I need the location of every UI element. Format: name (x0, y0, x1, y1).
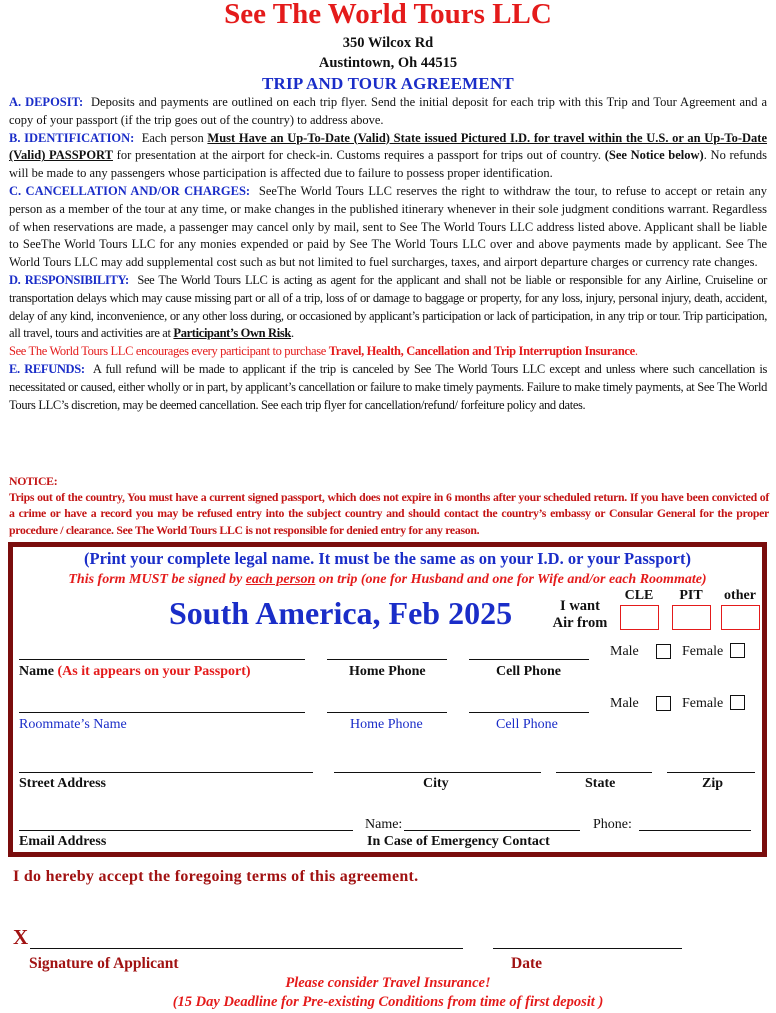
notice-text: Trips out of the country, You must have a current signed passport, which does not expire in 6 months after your scheduled return. If you have been convicted of a crime or have a record you may be refused entry into the subject country and should contact the country’s embassy or Consular General for the proper procedure / clearance. See The World Tours LLC is not responsible for denied entry for any reason. (9, 490, 769, 537)
roommate-name-field[interactable] (19, 712, 305, 713)
sign-note (13, 572, 762, 588)
name-label (19, 664, 251, 680)
deposit-text: Deposits and payments are outlined on each trip flyer. Send the initial deposit for each trip with this Trip and Tour Agreement and a copy of your passport (if the trip goes out of the country) to address above. (9, 95, 768, 127)
registration-form (8, 542, 767, 857)
notice-section (9, 473, 769, 538)
air-from-line-1: I want (560, 598, 600, 614)
responsibility-text: See The World Tours LLC is acting as agent for the applicant and shall not be liable or responsible for any Airline, Cruiseline or transportation delays which may cause missing part or all of a trip, loss of or damage to baggage or property, for any loss, injury, personal injury, death, accident, delay of any kind, inconvenience, or any other loss during, or occasioned by applicant’s participation or lack of participation, in any trip or tour. Trip participation, all travel, tours and activities are at (9, 272, 767, 341)
insurance-end: . (634, 344, 638, 359)
identification-heading: B. IDENTIFICATION: (9, 130, 135, 145)
roommate-male-label: Male (610, 696, 639, 711)
acceptance-statement: I do hereby accept the foregoing terms of this agreement. (13, 868, 419, 885)
air-option-other-label: other (724, 588, 756, 603)
female-checkbox[interactable] (730, 643, 745, 658)
refunds-paragraph (9, 361, 767, 414)
roommate-male-checkbox[interactable] (656, 696, 671, 711)
sign-note-post: on trip (one for Husband and one for Wife and/or each Roommate) (318, 572, 707, 587)
zip-field[interactable] (667, 772, 755, 773)
insurance-text: See The World Tours LLC encourages every participant to purchase (9, 344, 326, 359)
air-from-line-2: Air from (552, 615, 608, 631)
street-address-field[interactable] (19, 772, 313, 773)
female-label: Female (682, 644, 724, 659)
date-field[interactable] (493, 948, 682, 949)
roommate-name-label: Roommate’s Name (19, 717, 127, 732)
name-field[interactable] (19, 659, 305, 660)
signature-x-mark: X (13, 925, 29, 949)
insurance-paragraph (9, 343, 767, 361)
responsibility-heading: D. RESPONSIBILITY: (9, 272, 129, 287)
name-label-note: (As it appears on your Passport) (57, 664, 251, 679)
insurance-types: Travel, Health, Cancellation and Trip Interruption Insurance (328, 344, 635, 359)
home-phone-label: Home Phone (349, 664, 426, 679)
cancellation-paragraph (9, 183, 767, 272)
roommate-female-label: Female (682, 696, 724, 711)
air-option-cle-box[interactable] (620, 605, 659, 630)
deposit-heading: A. DEPOSIT: (9, 95, 84, 109)
trip-name: South America, Feb 2025 (169, 595, 513, 631)
agreement-title: TRIP AND TOUR AGREEMENT (262, 74, 514, 93)
name-label-text: Name (19, 664, 54, 679)
address-line-1: 350 Wilcox Rd (342, 35, 434, 51)
email-field[interactable] (19, 830, 353, 831)
deposit-paragraph (9, 94, 767, 130)
own-risk-text: Participant’s Own Risk (173, 326, 291, 341)
cancellation-text: SeeThe World Tours LLC reserves the right to withdraw the tour, to refuse to accept or retain any person as a member of the tour at any time, or make changes in the published itinerary whenever in their sole judgment conditions warrant. Regardless of when reservations are made, a passenger may cancel only by mail, sent to See The World Tours LLC address listed above. Applicant shall be liable to SeeThe World Tours LLC for any monies expended or paid by See The World Tours LLC over and above payments made by applicant. See The World Tours LLC may add supplemental cost such as but not limited to fuel surcharges, taxes, and airport departure charges or currency rate changes. (9, 183, 768, 270)
identification-text-post: . No refunds will be made to any passengers whose participation is affected due to failure to possess proper identification. (9, 148, 768, 181)
refunds-heading: E. REFUNDS: (9, 361, 85, 376)
roommate-home-phone-label: Home Phone (350, 717, 423, 732)
roommate-female-checkbox[interactable] (730, 695, 745, 710)
print-name-note: (Print your complete legal name. It must be the same as on your I.D. or your Passport) (84, 549, 691, 568)
identification-text-pre: Each person (141, 130, 204, 145)
notice-label: NOTICE: (9, 474, 58, 488)
male-checkbox[interactable] (656, 644, 671, 659)
home-phone-field[interactable] (327, 659, 447, 660)
company-name: See The World Tours LLC (224, 0, 552, 30)
insurance-deadline: (15 Day Deadline for Pre-existing Conditions from time of first deposit ) (172, 994, 604, 1010)
air-option-other-box[interactable] (721, 605, 760, 630)
zip-label: Zip (702, 776, 724, 791)
emergency-name-field[interactable] (404, 830, 580, 831)
identification-requirement: Must Have an Up-To-Date (Valid) State issued Pictured I.D. for travel within the U.S. or an Up-To-Date (Valid) PASSPORT (9, 130, 768, 163)
state-label: State (585, 776, 616, 791)
identification-paragraph (9, 130, 767, 183)
emergency-name-label: Name: (365, 817, 403, 832)
identification-notice-ref: (See Notice below) (604, 148, 704, 163)
signature-field[interactable] (30, 948, 463, 949)
roommate-home-phone-field[interactable] (327, 712, 447, 713)
sign-note-pre: This form MUST be signed by (68, 572, 243, 587)
refunds-text: A full refund will be made to applicant if the trip is canceled by See The World Tours LLC except and unless where such cancellation is necessitated or caused, either wholly or in part, by applicant’s cancellation or failure to make timely payments. Failure to make timely payments, at See The World Tours LLC’s discretion, may be deemed cancellation. See each trip flyer for cancellation/refund/ forfeiture policy and dates. (9, 361, 767, 412)
male-label: Male (610, 644, 639, 659)
street-address-label: Street Address (19, 776, 106, 791)
address-line-2: Austintown, Oh 44515 (318, 55, 458, 71)
roommate-cell-phone-field[interactable] (469, 712, 589, 713)
cancellation-heading: C. CANCELLATION AND/OR CHARGES: (9, 183, 251, 198)
air-from-label (545, 598, 615, 632)
emergency-phone-field[interactable] (639, 830, 751, 831)
sign-note-each-person: each person (245, 572, 316, 587)
state-field[interactable] (556, 772, 652, 773)
cell-phone-field[interactable] (469, 659, 589, 660)
signature-label: Signature of Applicant (29, 955, 179, 972)
air-option-pit-box[interactable] (672, 605, 711, 630)
air-option-cle-label: CLE (624, 588, 654, 603)
responsibility-paragraph (9, 272, 767, 343)
terms-section (9, 94, 767, 414)
email-label: Email Address (19, 834, 107, 849)
city-label: City (423, 776, 449, 791)
date-label: Date (511, 955, 542, 972)
insurance-reminder: Please consider Travel Insurance! (285, 975, 491, 991)
identification-text-mid: for presentation at the airport for check-in. Customs requires a passport for trips out of country. (116, 148, 601, 163)
air-option-pit-label: PIT (679, 588, 703, 603)
city-field[interactable] (334, 772, 541, 773)
responsibility-end: . (290, 326, 294, 341)
emergency-contact-label: In Case of Emergency Contact (367, 834, 550, 849)
roommate-cell-phone-label: Cell Phone (496, 717, 558, 732)
emergency-phone-label: Phone: (593, 817, 632, 832)
cell-phone-label: Cell Phone (496, 664, 561, 679)
